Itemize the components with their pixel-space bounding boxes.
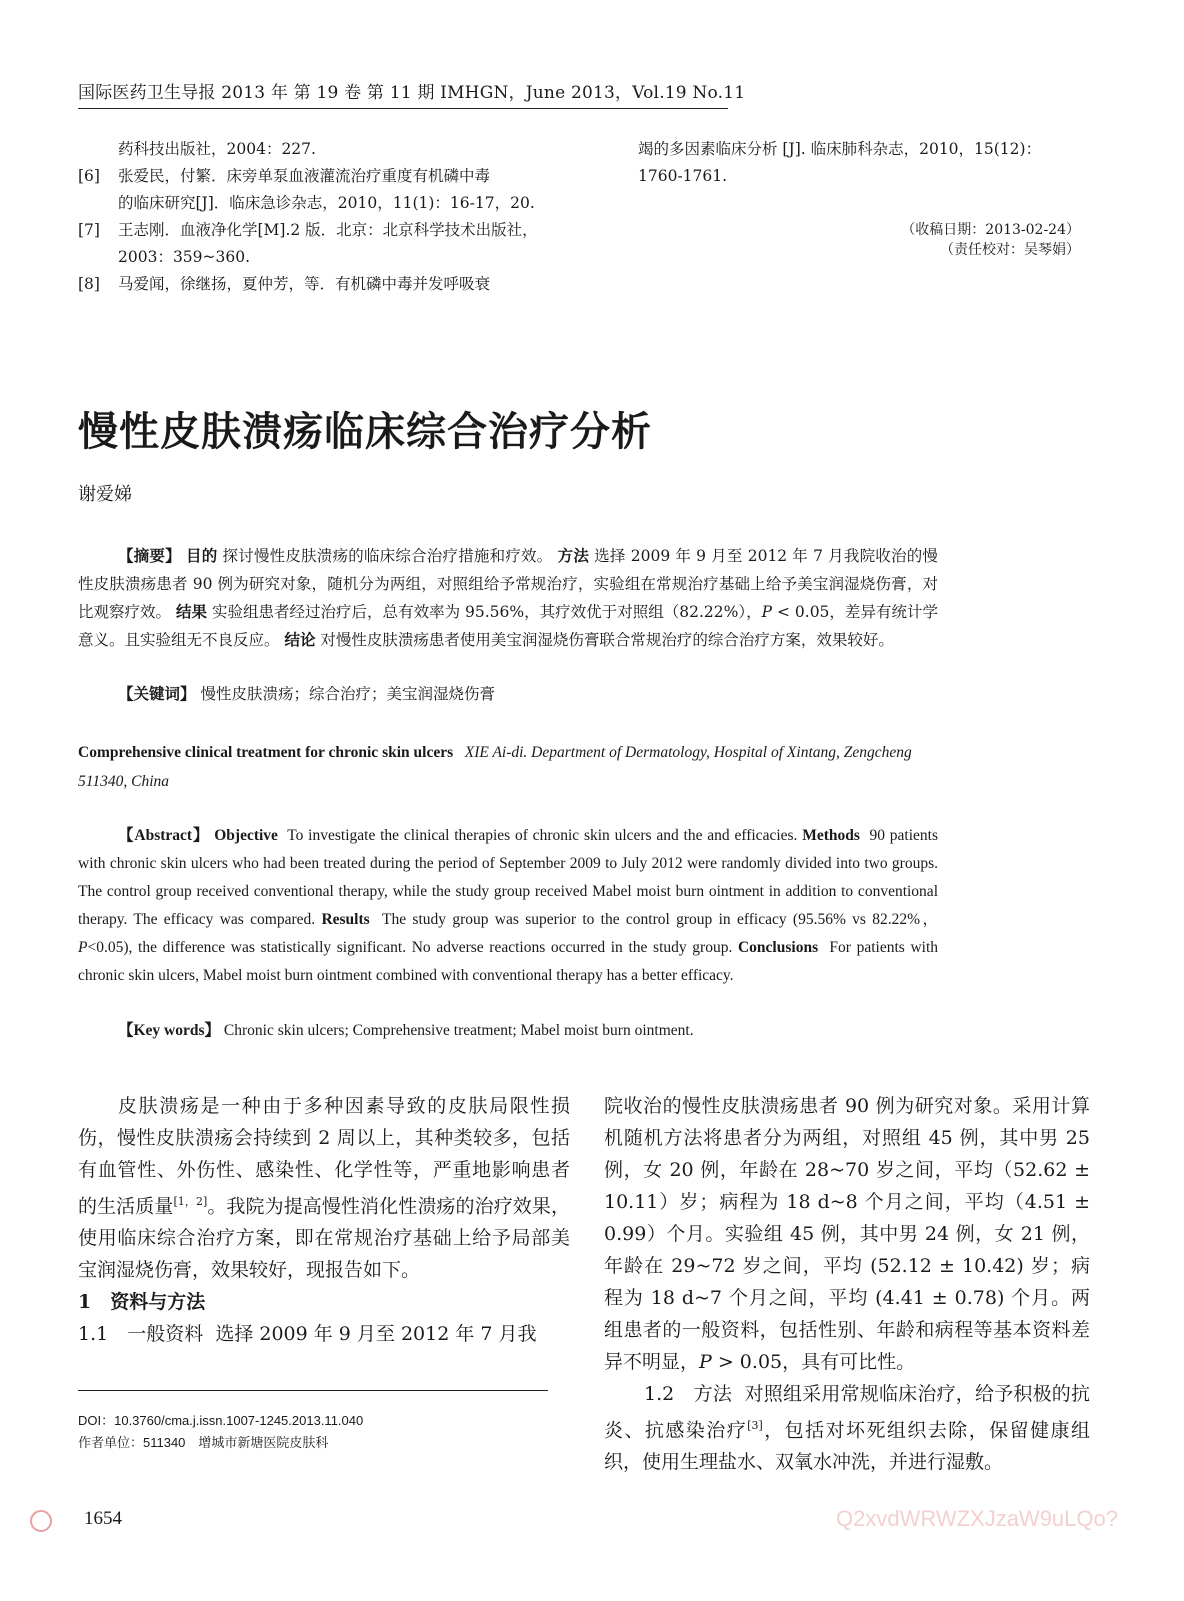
received-info xyxy=(901,220,1080,260)
reference-8 xyxy=(78,271,578,298)
results-text: <0.05), the difference was statistically significant. No adverse reactions occurred in the study group. xyxy=(87,939,733,956)
doi: DOI：10.3760/cma.j.issn.1007-1245.2013.11.040 xyxy=(78,1413,364,1428)
footnote xyxy=(78,1410,363,1454)
p-symbol: P xyxy=(78,939,88,956)
results-text: 实验组患者经过治疗后，总有效率为 95.56%，其疗效优于对照组（82.22%）， xyxy=(211,603,762,621)
citation: [3] xyxy=(747,1419,763,1432)
keywords-text: 慢性皮肤溃疡；综合治疗；美宝润湿烧伤膏 xyxy=(200,685,495,703)
reference-number: [8] xyxy=(78,275,100,293)
p-symbol: P xyxy=(699,1351,712,1373)
conclusions-label: Conclusions xyxy=(737,939,819,956)
intro-paragraph xyxy=(78,1090,570,1286)
paragraph-text: > 0.05，具有可比性。 xyxy=(711,1351,916,1373)
abstract-chinese xyxy=(78,542,938,654)
paragraph-text: 院收治的慢性皮肤溃疡患者 90 例为研究对象。采用计算机随机方法将患者分为两组，对照组 45 例，其中男 25 例，女 20 例，年龄在 28~70 岁之间，平均（52.62 ± 10.11）岁；病程为 18 d~8 个月之间，平均（4.51 ± 0.99）个月。实验组 45 例，其中男 24 例，女 21 例，年龄在 29~72 岁之间，平均 (52.12 ± 10.42) 岁；病程为 18 d~7 个月之间，平均 (4.41 ± 0.78) 个月。两组患者的一般资料，包括性别、年龄和病程等基本资料差异不明显， xyxy=(604,1095,1090,1373)
subsection-text: 选择 2009 年 9 月至 2012 年 7 月我 xyxy=(215,1323,537,1346)
keywords-english xyxy=(118,1018,694,1040)
reference-6 xyxy=(78,163,578,217)
article-title: 慢性皮肤溃疡临床综合治疗分析 xyxy=(78,409,652,455)
results-text: The study group was superior to the control group in efficacy (95.56% vs 82.22%， xyxy=(382,911,938,928)
reference-line: 王志刚．血液净化学[M].2 版．北京：北京科学技术出版社， xyxy=(118,221,538,239)
results-label: Results xyxy=(321,911,370,928)
objective-label: Objective xyxy=(214,827,278,844)
reference-8-continuation: 1760-1761. xyxy=(638,167,728,185)
keywords-chinese xyxy=(118,682,495,704)
citation: [1，2] xyxy=(173,1195,208,1208)
intro-text: 皮肤溃疡是一种由于多种因素导致的皮肤局限性损伤，慢性皮肤溃疡会持续到 2 周以上，其种类较多，包括有血管性、外伤性、感染性、化学性等，严重地影响患者的生活质量 xyxy=(78,1095,570,1218)
conclusions-text: For patients with chronic skin ulcers, Mabel moist burn ointment combined with conventional therapy has a better efficacy. xyxy=(78,939,939,984)
abstract-label: 【摘要】 xyxy=(118,546,181,565)
reference-8-continuation: 竭的多因素临床分析 [J]. 临床肺科杂志，2010，15(12)： xyxy=(638,140,1042,158)
conclusion-text: 对慢性皮肤溃疡患者使用美宝润湿烧伤膏联合常规治疗的综合治疗方案，效果较好。 xyxy=(320,631,894,649)
general-data-paragraph xyxy=(604,1090,1090,1378)
author-unit: 作者单位：511340 增城市新塘医院皮肤科 xyxy=(78,1435,329,1450)
abstract-label: 【Abstract】 xyxy=(118,827,210,844)
watermark-text: Q2xvdWRWZXJzaW9uLQo? xyxy=(835,1506,1118,1531)
author: 谢爱娣 xyxy=(78,484,132,505)
subsection-text: 对照组采用常规临床治疗，给予积极的抗炎、抗感染治疗 xyxy=(604,1383,1090,1442)
reference-number: [7] xyxy=(78,221,100,239)
reference-line: 2003：359~360. xyxy=(118,248,251,266)
references-left-column xyxy=(78,136,578,298)
subsection-text: ，包括对坏死组织去除，保留健康组织，使用生理盐水、双氧水冲洗，并进行湿敷。 xyxy=(604,1419,1090,1474)
english-title: Comprehensive clinical treatment for chronic skin ulcers xyxy=(78,744,454,761)
keywords-text: Chronic skin ulcers; Comprehensive treatment; Mabel moist burn ointment. xyxy=(223,1022,694,1039)
body-right-column xyxy=(604,1090,1090,1478)
keywords-label: 【Key words】 xyxy=(118,1022,221,1039)
subsection-1-2 xyxy=(604,1378,1090,1478)
watermark-seal-icon xyxy=(30,1510,52,1532)
reference-text xyxy=(118,217,578,271)
methods-label: 方法 xyxy=(557,546,590,565)
conclusion-label: 结论 xyxy=(284,630,316,649)
english-title-block xyxy=(78,738,938,796)
received-date: （收稿日期：2013-02-24） xyxy=(901,222,1080,238)
intro-text: 。我院为提高慢性消化性溃疡的治疗效果，使用临床综合治疗方案，即在常规治疗基础上给予局部美宝润湿烧伤膏，效果较好，现报告如下。 xyxy=(78,1195,570,1282)
objective-text: 探讨慢性皮肤溃疡的临床综合治疗措施和疗效。 xyxy=(222,547,553,565)
subsection-label: 1.2 方法 xyxy=(644,1383,733,1405)
subsection-label: 1.1 一般资料 xyxy=(78,1323,204,1346)
reference-text xyxy=(118,163,578,217)
objective-label: 目的 xyxy=(185,546,218,565)
reference-line: 的临床研究[J]．临床急诊杂志，2010，11(1)：16-17，20. xyxy=(118,194,535,212)
body-left-column xyxy=(78,1090,570,1350)
reference-line: 张爱民，付繁．床旁单泵血液灌流治疗重度有机磷中毒 xyxy=(118,167,491,185)
methods-label: Methods xyxy=(802,827,860,844)
abstract-english xyxy=(78,822,938,990)
reference-number: [6] xyxy=(78,167,100,185)
footnote-rule xyxy=(78,1390,548,1391)
english-affiliation: XIE Ai-di. Department of Dermatology, Hospital of Xintang, Zengcheng 511340, China xyxy=(78,744,912,790)
p-symbol: P xyxy=(761,603,773,621)
section-heading: 1 资料与方法 xyxy=(78,1291,206,1314)
results-text: < 0.05，差异有统计学意义。且实验组无不良反应。 xyxy=(78,603,938,649)
methods-text: 选择 2009 年 9 月至 2012 年 7 月我院收治的慢性皮肤溃疡患者 90 例为研究对象，随机分为两组，对照组给予常规治疗，实验组在常规治疗基础上给予美宝润湿烧伤膏，对比观察疗效。 xyxy=(78,547,938,621)
methods-text: 90 patients with chronic skin ulcers who had been treated during the period of September 2009 to July 2012 were randomly divided into two groups. The control group received conventional therapy, while the study group received Mabel moist burn ointment in addition to conventional therapy. The efficacy was compared. xyxy=(78,827,939,928)
references-right-column xyxy=(638,136,1098,190)
results-label: 结果 xyxy=(176,602,208,621)
reference-7 xyxy=(78,217,578,271)
keywords-label: 【关键词】 xyxy=(118,684,196,703)
objective-text: To investigate the clinical therapies of chronic skin ulcers and the and efficacies. xyxy=(287,827,798,844)
proofreader: （责任校对：吴琴娟） xyxy=(940,242,1080,258)
header-rule xyxy=(78,108,728,109)
reference-5-continuation: 药科技出版社，2004：227. xyxy=(118,140,316,158)
running-header: 国际医药卫生导报 2013 年 第 19 卷 第 11 期 IMHGN，June 2013，Vol.19 No.11 xyxy=(78,83,746,103)
subsection-1-1 xyxy=(78,1318,570,1350)
page-number: 1654 xyxy=(84,1508,122,1529)
reference-line: 马爱闻，徐继扬，夏仲芳，等．有机磷中毒并发呼吸衰 xyxy=(118,275,491,293)
